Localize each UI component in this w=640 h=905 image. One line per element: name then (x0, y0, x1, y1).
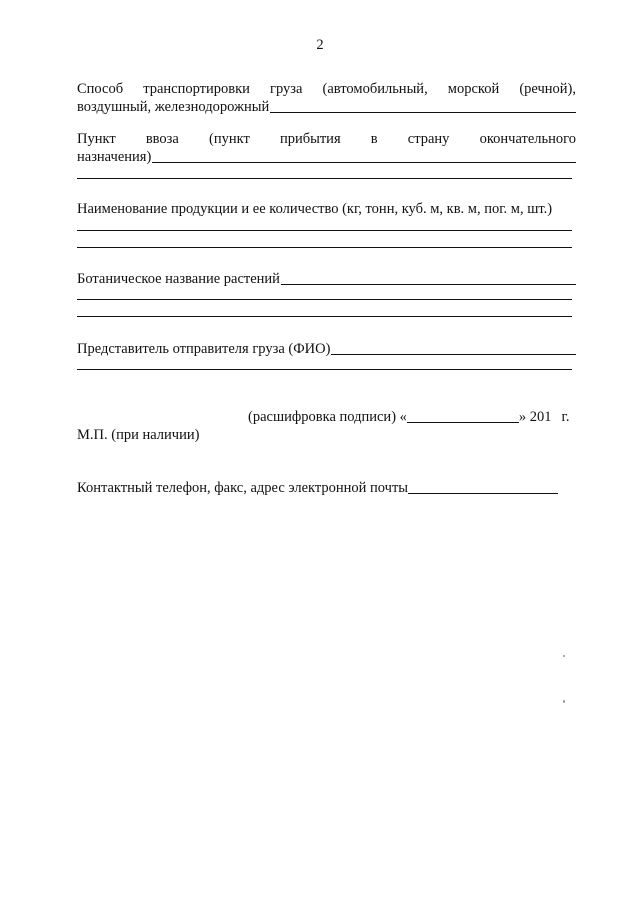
contact-input-line[interactable] (408, 492, 558, 494)
entry-word: (пункт (209, 131, 250, 147)
transport-method-input-line[interactable] (270, 111, 576, 113)
representative-field (77, 340, 576, 358)
products-input-line-1[interactable] (77, 230, 572, 231)
date-close-label: » 201 (518, 409, 552, 425)
signature-date-row (248, 408, 569, 426)
transport-method-label-line2: воздушный, железнодорожный (77, 99, 270, 115)
entry-point-label-line2: назначения) (77, 149, 152, 165)
transport-method-field (77, 80, 576, 116)
botanical-name-input-line-1[interactable] (281, 283, 576, 285)
entry-word: ввоза (145, 131, 179, 147)
date-input-line[interactable] (407, 421, 519, 423)
representative-label: Представитель отправителя груза (ФИО) (77, 341, 331, 357)
entry-point-field (77, 130, 576, 166)
signature-decode-label: (расшифровка подписи) « (248, 409, 407, 425)
stamp-label: М.П. (при наличии) (77, 427, 200, 443)
products-label: Наименование продукции и ее количество (кг, тонн, куб. м, кв. м, пог. м, шт.) (77, 201, 553, 217)
scan-speck (563, 655, 565, 657)
entry-word: в (370, 131, 378, 147)
page-number: 2 (316, 37, 324, 53)
entry-word: прибытия (279, 131, 341, 147)
products-input-line-2[interactable] (77, 247, 572, 248)
entry-word: Пункт (77, 131, 116, 147)
year-suffix-label: г. (561, 409, 570, 425)
contact-label: Контактный телефон, факс, адрес электронной почты (77, 480, 409, 496)
entry-point-input-line-2[interactable] (77, 178, 572, 179)
representative-input-line-1[interactable] (331, 353, 576, 355)
entry-word: страну (407, 131, 450, 147)
scan-speck (563, 700, 565, 703)
entry-point-input-line-1[interactable] (152, 161, 576, 163)
botanical-name-label: Ботаническое название растений (77, 271, 280, 287)
entry-point-label-line1 (77, 130, 576, 148)
contact-field (77, 479, 558, 497)
entry-word: окончательного (479, 131, 576, 147)
botanical-name-input-line-3[interactable] (77, 316, 572, 317)
representative-input-line-2[interactable] (77, 369, 572, 370)
botanical-name-input-line-2[interactable] (77, 299, 572, 300)
botanical-name-field (77, 270, 576, 288)
products-field (77, 200, 576, 218)
transport-method-label-line1: Способ транспортировки груза (автомобильный, морской (речной), (77, 81, 576, 97)
